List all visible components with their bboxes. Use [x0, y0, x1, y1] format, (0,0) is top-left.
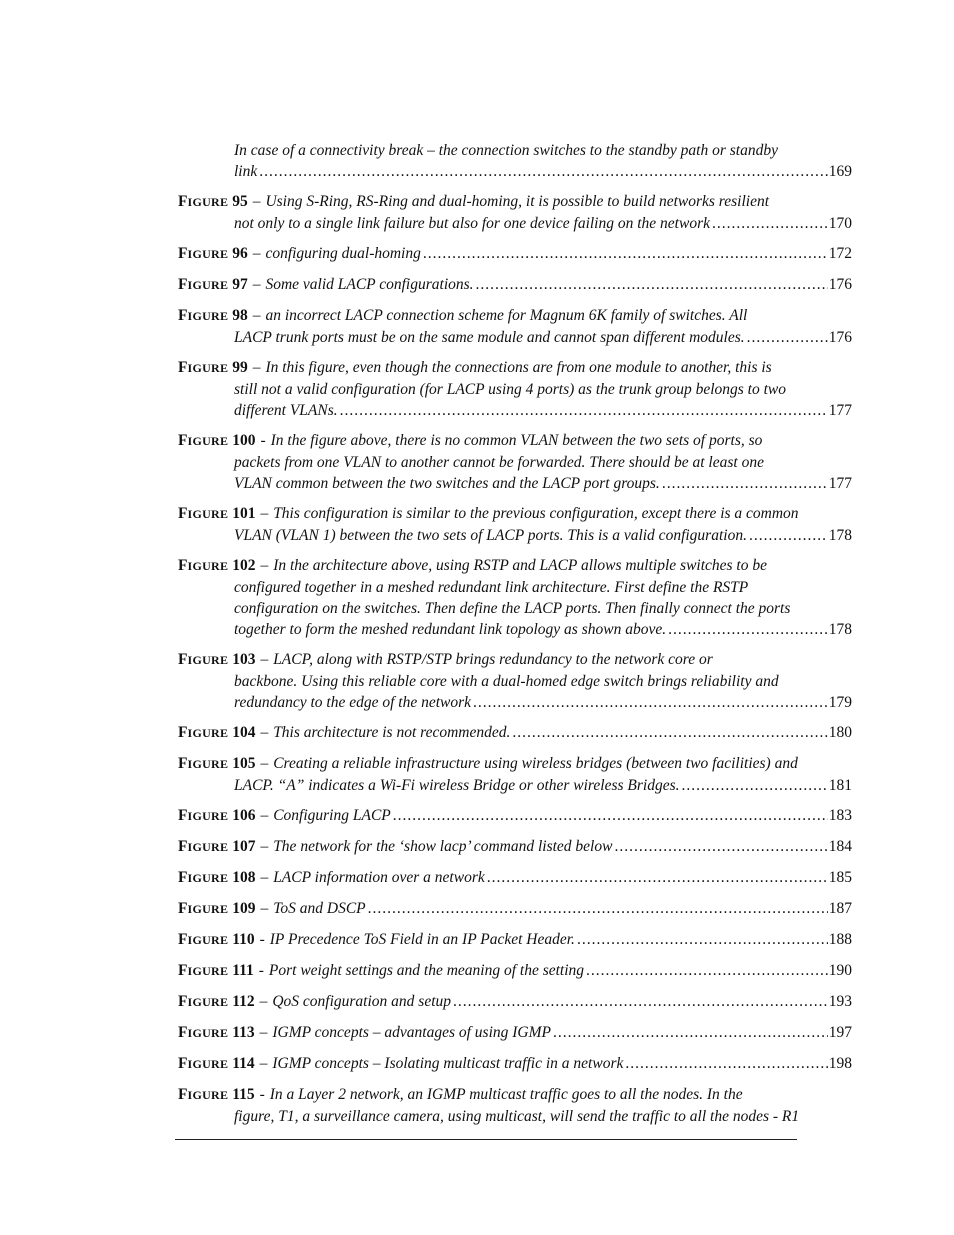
toc-entry[interactable]	[178, 305, 852, 348]
figure-separator: -	[259, 1086, 265, 1103]
toc-line	[178, 649, 852, 671]
figure-separator: –	[260, 557, 269, 574]
figure-caption-text: configuration on the switches. Then define the LACP ports. Then finally connect the ports	[234, 600, 791, 617]
page-number[interactable]: 176	[828, 276, 852, 293]
toc-line	[178, 619, 852, 640]
figure-separator: –	[252, 307, 261, 324]
figure-caption-text: This configuration is similar to the previous configuration, except there is a common	[273, 505, 799, 522]
dot-leader	[668, 619, 828, 640]
figure-word-rest: IGURE	[187, 902, 229, 916]
toc-entry[interactable]	[178, 991, 852, 1013]
figure-word-initial: F	[178, 276, 188, 293]
figure-label	[178, 649, 255, 671]
figure-caption-text: In this figure, even though the connections are from one module to another, this is	[265, 359, 772, 376]
figure-separator: –	[252, 245, 261, 262]
figure-number: 110	[228, 931, 255, 948]
toc-line	[178, 452, 852, 473]
dot-leader	[625, 1053, 827, 1074]
figure-label	[178, 722, 255, 744]
toc-line	[178, 929, 852, 951]
figure-word-rest: IGURE	[187, 840, 229, 854]
figure-caption-text: IGMP concepts – advantages of using IGMP	[272, 1024, 552, 1041]
figure-number: 108	[228, 869, 256, 886]
figure-separator: -	[260, 432, 266, 449]
figure-caption-text: This architecture is not recommended.	[273, 724, 511, 741]
figure-word-initial: F	[178, 1024, 188, 1041]
figure-word-initial: F	[178, 432, 188, 449]
figure-word-rest: IGURE	[187, 309, 229, 323]
figure-separator: –	[260, 900, 269, 917]
dot-leader	[681, 775, 827, 796]
toc-entry[interactable]	[178, 722, 852, 744]
toc-entry[interactable]	[178, 898, 852, 920]
figure-separator: –	[259, 1024, 268, 1041]
toc-entry[interactable]	[178, 1053, 852, 1075]
toc-line	[178, 357, 852, 379]
figure-number: 96	[228, 245, 248, 262]
figure-separator: –	[260, 807, 269, 824]
toc-line	[178, 1053, 852, 1075]
table-of-figures	[178, 140, 852, 1136]
figure-word-initial: F	[178, 1055, 188, 1072]
figure-label	[178, 1084, 255, 1106]
figure-caption-text: LACP trunk ports must be on the same module and cannot span different modules.	[234, 329, 745, 346]
page-number[interactable]: 177	[828, 402, 852, 419]
toc-line	[178, 1084, 852, 1106]
dot-leader	[368, 898, 828, 919]
figure-word-rest: IGURE	[187, 1026, 229, 1040]
figure-number: 101	[228, 505, 256, 522]
figure-caption-text: VLAN common between the two switches and the LACP port groups.	[234, 475, 660, 492]
figure-word-initial: F	[178, 807, 188, 824]
figure-number: 114	[228, 1055, 255, 1072]
figure-word-initial: F	[178, 838, 188, 855]
figure-number: 109	[228, 900, 256, 917]
figure-caption-text: figure, T1, a surveillance camera, using multicast, will send the traffic to all the nodes - R1	[234, 1108, 800, 1125]
toc-line	[178, 805, 852, 827]
figure-word-initial: F	[178, 307, 188, 324]
figure-number: 115	[228, 1086, 255, 1103]
figure-number: 99	[228, 359, 248, 376]
dot-leader	[453, 991, 828, 1012]
figure-separator: –	[252, 193, 261, 210]
figure-word-initial: F	[178, 505, 188, 522]
figure-caption-text: Some valid LACP configurations.	[265, 276, 474, 293]
figure-number: 98	[228, 307, 248, 324]
figure-caption-text: In the figure above, there is no common VLAN between the two sets of ports, so	[270, 432, 763, 449]
toc-line	[178, 243, 852, 265]
toc-line	[178, 836, 852, 858]
figure-label	[178, 274, 248, 296]
toc-line	[178, 400, 852, 421]
figure-number: 104	[228, 724, 256, 741]
figure-separator: -	[259, 931, 265, 948]
dot-leader	[487, 867, 828, 888]
toc-line	[178, 867, 852, 889]
dot-leader	[747, 327, 828, 348]
page-number[interactable]: 178	[828, 527, 852, 544]
figure-separator: –	[259, 1055, 268, 1072]
page-number[interactable]: 190	[828, 962, 852, 979]
toc-entry[interactable]	[178, 243, 852, 265]
figure-caption-text: Creating a reliable infrastructure using wireless bridges (between two facilities) and	[273, 755, 798, 772]
toc-entry[interactable]	[178, 1084, 852, 1127]
figure-caption-text: redundancy to the edge of the network	[234, 694, 472, 711]
figure-caption-text: different VLANs.	[234, 402, 338, 419]
figure-word-initial: F	[178, 900, 188, 917]
figure-label	[178, 503, 255, 525]
dot-leader	[749, 525, 828, 546]
figure-caption-text: backbone. Using this reliable core with a dual-homed edge switch brings reliability and	[234, 673, 779, 690]
figure-caption-text: In case of a connectivity break – the connection switches to the standby path or standby	[234, 142, 778, 159]
figure-separator: –	[260, 505, 269, 522]
figure-word-rest: IGURE	[187, 559, 229, 573]
toc-line	[178, 598, 852, 619]
dot-leader	[712, 213, 828, 234]
dot-leader	[662, 473, 828, 494]
figure-label	[178, 430, 255, 452]
figure-label	[178, 836, 255, 858]
toc-entry[interactable]	[178, 649, 852, 713]
figure-caption-text: In the architecture above, using RSTP and LACP allows multiple switches to be	[273, 557, 767, 574]
figure-caption-text: not only to a single link failure but also for one device failing on the network	[234, 215, 710, 232]
figure-caption-text: ToS and DSCP	[273, 900, 366, 917]
figure-separator: –	[260, 724, 269, 741]
figure-word-initial: F	[178, 931, 188, 948]
page-number[interactable]: 181	[828, 777, 852, 794]
page-number[interactable]: 183	[828, 807, 852, 824]
figure-word-initial: F	[178, 755, 188, 772]
toc-entry[interactable]	[178, 357, 852, 421]
figure-word-initial: F	[178, 993, 188, 1010]
toc-entry[interactable]	[178, 274, 852, 296]
toc-entry[interactable]	[178, 555, 852, 640]
figure-caption-text: Using S-Ring, RS-Ring and dual-homing, it is possible to build networks resilient	[265, 193, 770, 210]
toc-entry[interactable]	[178, 503, 852, 546]
figure-separator: –	[260, 869, 269, 886]
figure-separator: -	[258, 962, 264, 979]
page-number[interactable]: 170	[828, 215, 852, 232]
figure-caption-text: still not a valid configuration (for LACP using 4 ports) as the trunk group belongs to two	[234, 381, 786, 398]
toc-line	[178, 140, 852, 161]
figure-word-initial: F	[178, 651, 188, 668]
figure-word-initial: F	[178, 193, 188, 210]
dot-leader	[340, 400, 828, 421]
page-number[interactable]: 193	[828, 993, 852, 1010]
toc-line	[178, 161, 852, 182]
figure-number: 111	[228, 962, 254, 979]
figure-number: 112	[228, 993, 255, 1010]
dot-leader	[473, 692, 828, 713]
figure-number: 106	[228, 807, 256, 824]
figure-label	[178, 867, 255, 889]
page-number[interactable]: 184	[828, 838, 852, 855]
figure-word-initial: F	[178, 359, 188, 376]
toc-line	[178, 1106, 852, 1127]
dot-leader	[553, 1022, 828, 1043]
page-number[interactable]: 188	[828, 931, 852, 948]
page-number[interactable]: 169	[828, 163, 852, 180]
figure-caption-text: IP Precedence ToS Field in an IP Packet Header.	[269, 931, 575, 948]
page-number[interactable]: 197	[828, 1024, 852, 1041]
dot-leader	[577, 929, 828, 950]
toc-line	[178, 305, 852, 327]
figure-caption-text: IGMP concepts – Isolating multicast traffic in a network	[272, 1055, 624, 1072]
dot-leader	[476, 274, 828, 295]
figure-word-rest: IGURE	[187, 361, 229, 375]
figure-number: 105	[228, 755, 256, 772]
figure-word-initial: F	[178, 1086, 188, 1103]
figure-caption-text: link	[234, 163, 258, 180]
figure-word-rest: IGURE	[187, 247, 229, 261]
figure-caption-text: together to form the meshed redundant link topology as shown above.	[234, 621, 667, 638]
toc-line	[178, 503, 852, 525]
page-number[interactable]: 176	[828, 329, 852, 346]
toc-entry[interactable]	[178, 836, 852, 858]
figure-caption-text: In a Layer 2 network, an IGMP multicast traffic goes to all the nodes. In the	[269, 1086, 743, 1103]
figure-caption-text: LACP, along with RSTP/STP brings redundancy to the network core or	[273, 651, 713, 668]
page-number[interactable]: 185	[828, 869, 852, 886]
toc-entry[interactable]	[178, 191, 852, 234]
toc-line	[178, 577, 852, 598]
figure-separator: –	[260, 838, 269, 855]
toc-entry[interactable]	[178, 805, 852, 827]
figure-caption-text: an incorrect LACP connection scheme for Magnum 6K family of switches. All	[265, 307, 748, 324]
figure-caption-text: The network for the ‘show lacp’ command listed below	[273, 838, 613, 855]
figure-word-rest: IGURE	[187, 726, 229, 740]
figure-label	[178, 555, 255, 577]
figure-number: 102	[228, 557, 256, 574]
figure-number: 107	[228, 838, 256, 855]
toc-line	[178, 430, 852, 452]
toc-line	[178, 991, 852, 1013]
figure-word-rest: IGURE	[187, 809, 229, 823]
toc-entry[interactable]	[178, 1022, 852, 1044]
figure-word-rest: IGURE	[187, 195, 229, 209]
figure-label	[178, 929, 255, 951]
toc-entry[interactable]	[178, 929, 852, 951]
page-number[interactable]: 180	[828, 724, 852, 741]
figure-caption-text: Port weight settings and the meaning of the setting	[268, 962, 585, 979]
figure-caption-text: LACP. “A” indicates a Wi-Fi wireless Bridge or other wireless Bridges.	[234, 777, 680, 794]
toc-line	[178, 671, 852, 692]
figure-word-initial: F	[178, 724, 188, 741]
page-number[interactable]: 187	[828, 900, 852, 917]
figure-label	[178, 991, 255, 1013]
dot-leader	[512, 722, 827, 743]
toc-line	[178, 274, 852, 296]
footer-rule	[175, 1139, 797, 1140]
figure-caption-text: configuring dual-homing	[265, 245, 421, 262]
toc-line	[178, 555, 852, 577]
figure-word-rest: IGURE	[187, 964, 229, 978]
dot-leader	[259, 161, 828, 182]
toc-entry[interactable]	[178, 140, 852, 182]
figure-number: 100	[228, 432, 256, 449]
dot-leader	[614, 836, 827, 857]
figure-caption-text: LACP information over a network	[273, 869, 485, 886]
toc-line	[178, 960, 852, 982]
figure-separator: –	[260, 755, 269, 772]
figure-number: 97	[228, 276, 248, 293]
dot-leader	[586, 960, 828, 981]
figure-caption-text: VLAN (VLAN 1) between the two sets of LACP ports. This is a valid configuration.	[234, 527, 747, 544]
figure-caption-text: Configuring LACP	[273, 807, 391, 824]
figure-label	[178, 357, 248, 379]
figure-label	[178, 243, 248, 265]
page-number[interactable]: 178	[828, 621, 852, 638]
figure-word-rest: IGURE	[187, 507, 229, 521]
toc-line	[178, 473, 852, 494]
toc-entry[interactable]	[178, 430, 852, 494]
figure-separator: –	[260, 651, 269, 668]
figure-word-initial: F	[178, 245, 188, 262]
figure-separator: –	[252, 276, 261, 293]
dot-leader	[393, 805, 828, 826]
toc-line	[178, 525, 852, 546]
figure-label	[178, 898, 255, 920]
toc-line	[178, 191, 852, 213]
toc-line	[178, 753, 852, 775]
figure-label	[178, 960, 254, 982]
page-number[interactable]: 179	[828, 694, 852, 711]
page-number[interactable]: 172	[828, 245, 852, 262]
toc-line	[178, 213, 852, 234]
toc-entry[interactable]	[178, 753, 852, 796]
figure-number: 95	[228, 193, 248, 210]
figure-separator: –	[252, 359, 261, 376]
figure-word-rest: IGURE	[187, 995, 229, 1009]
figure-label	[178, 191, 248, 213]
toc-line	[178, 1022, 852, 1044]
figure-caption-text: QoS configuration and setup	[272, 993, 452, 1010]
figure-number: 113	[228, 1024, 255, 1041]
dot-leader	[423, 243, 828, 264]
figure-label	[178, 805, 255, 827]
toc-line	[178, 775, 852, 796]
figure-label	[178, 753, 255, 775]
figure-caption-text: configured together in a meshed redundant link architecture. First define the RSTP	[234, 579, 749, 596]
page-number[interactable]: 198	[828, 1055, 852, 1072]
figure-word-rest: IGURE	[187, 1057, 229, 1071]
toc-entry[interactable]	[178, 960, 852, 982]
toc-line	[178, 327, 852, 348]
figure-word-rest: IGURE	[187, 933, 229, 947]
figure-word-rest: IGURE	[187, 434, 229, 448]
figure-separator: –	[259, 993, 268, 1010]
figure-word-rest: IGURE	[187, 871, 229, 885]
figure-number: 103	[228, 651, 256, 668]
toc-line	[178, 898, 852, 920]
figure-word-initial: F	[178, 962, 188, 979]
figure-word-rest: IGURE	[187, 278, 229, 292]
figure-word-initial: F	[178, 557, 188, 574]
toc-entry[interactable]	[178, 867, 852, 889]
toc-line	[178, 379, 852, 400]
figure-label	[178, 305, 248, 327]
figure-label	[178, 1053, 255, 1075]
figure-word-rest: IGURE	[187, 653, 229, 667]
figure-caption-text: packets from one VLAN to another cannot be forwarded. There should be at least one	[234, 454, 764, 471]
toc-line	[178, 722, 852, 744]
toc-line	[178, 692, 852, 713]
page-number[interactable]: 177	[828, 475, 852, 492]
figure-word-rest: IGURE	[187, 1088, 229, 1102]
figure-word-initial: F	[178, 869, 188, 886]
figure-label	[178, 1022, 255, 1044]
figure-word-rest: IGURE	[187, 757, 229, 771]
